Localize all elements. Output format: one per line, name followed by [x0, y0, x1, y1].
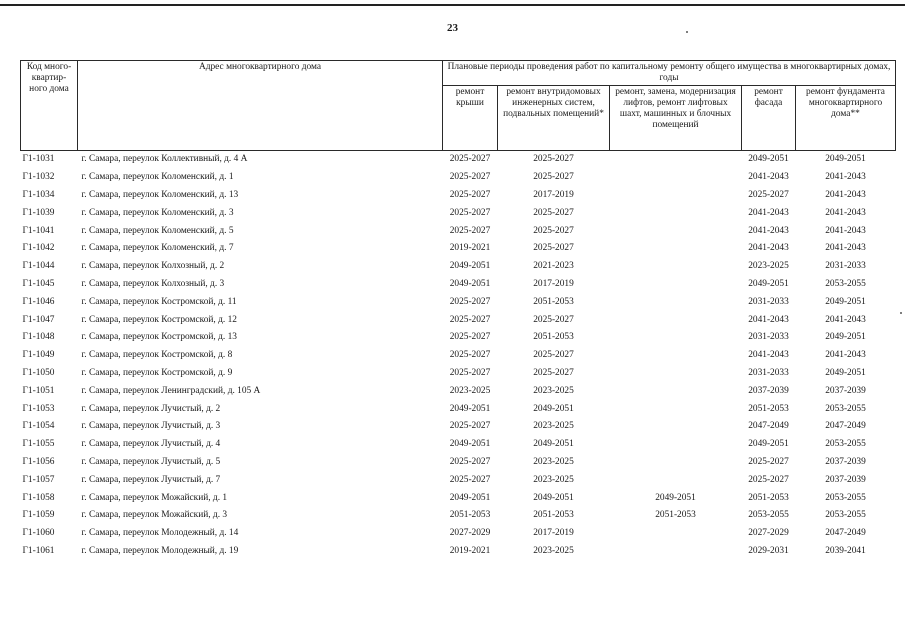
cell-foundation: 2053-2055: [825, 510, 866, 521]
cell-lifts: [610, 382, 742, 400]
table-row: [21, 418, 896, 436]
table-row: [21, 543, 896, 561]
cell-code: Г1-1039: [22, 207, 55, 218]
cell-code: Г1-1041: [22, 225, 55, 236]
cell-code: Г1-1048: [22, 332, 55, 343]
cell-code: Г1-1060: [22, 528, 55, 539]
cell-code: Г1-1057: [22, 474, 55, 485]
table-row: [21, 365, 896, 383]
cell-foundation: 2053-2055: [825, 492, 866, 503]
cell-facade: 2049-2051: [748, 278, 789, 289]
cell-foundation: 2047-2049: [825, 528, 866, 539]
cell-roof: 2019-2021: [449, 243, 491, 254]
cell-foundation: 2041-2043: [825, 189, 866, 200]
cell-code: Г1-1061: [22, 545, 55, 556]
table-row: [21, 258, 896, 276]
cell-foundation: 2041-2043: [825, 172, 866, 183]
cell-address: г. Самара, переулок Коломенский, д. 13: [81, 189, 239, 200]
table-row: [21, 525, 896, 543]
cell-address: г. Самара, переулок Коломенский, д. 3: [81, 207, 234, 218]
cell-engineering: 2051-2053: [533, 296, 574, 307]
table-row: [21, 489, 896, 507]
header-code: Код много-квартир-ного дома: [21, 61, 78, 151]
cell-lifts: [610, 169, 742, 187]
cell-address: г. Самара, переулок Лучистый, д. 7: [81, 474, 221, 485]
cell-engineering: 2023-2025: [533, 456, 574, 467]
cell-foundation: 2031-2033: [825, 261, 866, 272]
cell-facade: 2029-2031: [748, 545, 789, 556]
table-row: [21, 187, 896, 205]
cell-lifts: [610, 240, 742, 258]
cell-facade: 2041-2043: [748, 314, 789, 325]
header-roof: ремонт крыши: [443, 86, 498, 151]
cell-facade: 2025-2027: [748, 474, 789, 485]
cell-address: г. Самара, переулок Молодежный, д. 14: [81, 528, 239, 539]
cell-roof: 2025-2027: [449, 189, 491, 200]
cell-foundation: 2041-2043: [825, 207, 866, 218]
cell-address: г. Самара, переулок Молодежный, д. 19: [81, 545, 239, 556]
cell-facade: 2037-2039: [748, 385, 789, 396]
cell-roof: 2025-2027: [449, 314, 491, 325]
header-engineering: ремонт внутридомовых инженерных систем, подвальных помещений*: [498, 86, 610, 151]
cell-engineering: 2051-2053: [533, 510, 574, 521]
cell-foundation: 2049-2051: [825, 332, 866, 343]
cell-lifts: [610, 276, 742, 294]
cell-address: г. Самара, переулок Коломенский, д. 7: [81, 243, 234, 254]
table-row: [21, 382, 896, 400]
cell-roof: 2025-2027: [449, 421, 491, 432]
cell-address: г. Самара, переулок Костромской, д. 13: [81, 332, 237, 343]
cell-code: Г1-1032: [22, 172, 55, 183]
cell-address: г. Самара, переулок Ленинградский, д. 105 А: [81, 385, 261, 396]
table-row: [21, 400, 896, 418]
cell-roof: 2025-2027: [449, 154, 491, 165]
cell-roof: 2027-2029: [449, 528, 491, 539]
cell-address: г. Самара, переулок Лучистый, д. 3: [81, 421, 221, 432]
cell-code: Г1-1051: [22, 385, 55, 396]
cell-engineering: 2023-2025: [533, 545, 574, 556]
header-lifts: ремонт, замена, модернизация лифтов, ремонт лифтовых шахт, машинных и блочных помещений: [610, 86, 742, 151]
cell-engineering: 2025-2027: [533, 243, 574, 254]
cell-roof: 2025-2027: [449, 474, 491, 485]
cell-roof: 2025-2027: [449, 332, 491, 343]
cell-facade: 2031-2033: [748, 296, 789, 307]
table-row: [21, 329, 896, 347]
cell-code: Г1-1059: [22, 510, 55, 521]
cell-roof: 2025-2027: [449, 225, 491, 236]
cell-roof: 2049-2051: [449, 278, 491, 289]
cell-code: Г1-1044: [22, 261, 55, 272]
cell-code: Г1-1050: [22, 367, 55, 378]
cell-facade: 2041-2043: [748, 207, 789, 218]
cell-facade: 2041-2043: [748, 172, 789, 183]
cell-roof: 2049-2051: [449, 403, 491, 414]
cell-foundation: 2049-2051: [825, 296, 866, 307]
cell-engineering: 2025-2027: [533, 225, 574, 236]
cell-facade: 2041-2043: [748, 350, 789, 361]
cell-facade: 2031-2033: [748, 332, 789, 343]
top-border-rule: [0, 4, 905, 6]
cell-roof: 2049-2051: [449, 261, 491, 272]
cell-engineering: 2017-2019: [533, 528, 574, 539]
cell-facade: 2025-2027: [748, 189, 789, 200]
cell-code: Г1-1049: [22, 350, 55, 361]
cell-lifts: [610, 543, 742, 561]
cell-lifts: [610, 400, 742, 418]
table-row: [21, 436, 896, 454]
cell-lifts: [610, 311, 742, 329]
table-row: [21, 204, 896, 222]
cell-code: Г1-1034: [22, 189, 55, 200]
cell-foundation: 2053-2055: [825, 403, 866, 414]
cell-roof: 2025-2027: [449, 367, 491, 378]
cell-address: г. Самара, переулок Можайский, д. 1: [81, 492, 228, 503]
cell-engineering: 2017-2019: [533, 189, 574, 200]
cell-lifts: [610, 204, 742, 222]
cell-foundation: 2053-2055: [825, 278, 866, 289]
cell-code: Г1-1054: [22, 421, 55, 432]
cell-foundation: 2041-2043: [825, 243, 866, 254]
cell-engineering: 2025-2027: [533, 314, 574, 325]
table-row: [21, 347, 896, 365]
cell-lifts: [610, 329, 742, 347]
cell-lifts: [610, 187, 742, 205]
cell-code: Г1-1058: [22, 492, 55, 503]
cell-address: г. Самара, переулок Лучистый, д. 5: [81, 456, 221, 467]
cell-roof: 2025-2027: [449, 207, 491, 218]
cell-code: Г1-1047: [22, 314, 55, 325]
table-row: [21, 471, 896, 489]
cell-code: Г1-1031: [22, 154, 55, 165]
table-row: [21, 507, 896, 525]
cell-lifts: [610, 258, 742, 276]
cell-lifts: [610, 151, 742, 169]
cell-facade: 2025-2027: [748, 456, 789, 467]
table-row: [21, 169, 896, 187]
page-number: 23: [447, 22, 458, 34]
cell-engineering: 2023-2025: [533, 385, 574, 396]
cell-address: г. Самара, переулок Костромской, д. 11: [81, 296, 237, 307]
cell-facade: 2051-2053: [748, 403, 789, 414]
header-facade: ремонт фасада: [742, 86, 796, 151]
capital-repair-table: [20, 60, 896, 560]
cell-lifts: [610, 222, 742, 240]
cell-code: Г1-1053: [22, 403, 55, 414]
cell-address: г. Самара, переулок Коломенский, д. 5: [81, 225, 234, 236]
cell-foundation: 2039-2041: [825, 545, 866, 556]
cell-address: г. Самара, переулок Лучистый, д. 2: [81, 403, 221, 414]
table-row: [21, 311, 896, 329]
cell-lifts: [610, 525, 742, 543]
cell-foundation: 2041-2043: [825, 225, 866, 236]
cell-facade: 2041-2043: [748, 243, 789, 254]
cell-facade: 2053-2055: [748, 510, 789, 521]
cell-lifts: [610, 454, 742, 472]
header-address: Адрес многоквартирного дома: [78, 61, 443, 151]
table-row: [21, 293, 896, 311]
cell-facade: 2051-2053: [748, 492, 789, 503]
cell-foundation: 2037-2039: [825, 456, 866, 467]
cell-address: г. Самара, переулок Костромской, д. 12: [81, 314, 237, 325]
cell-facade: 2023-2025: [748, 261, 789, 272]
cell-roof: 2049-2051: [449, 492, 491, 503]
cell-facade: 2047-2049: [748, 421, 789, 432]
cell-engineering: 2017-2019: [533, 278, 574, 289]
cell-lifts: 2049-2051: [655, 492, 696, 503]
table-body: [21, 151, 896, 561]
cell-address: г. Самара, переулок Коломенский, д. 1: [81, 172, 234, 183]
cell-foundation: 2053-2055: [825, 439, 866, 450]
header-periods: Плановые периоды проведения работ по капитальному ремонту общего имущества в многоквартирных домах, годы: [443, 61, 896, 86]
cell-facade: 2027-2029: [748, 528, 789, 539]
cell-facade: 2049-2051: [748, 439, 789, 450]
cell-engineering: 2025-2027: [533, 207, 574, 218]
table-row: [21, 276, 896, 294]
cell-roof: 2025-2027: [449, 296, 491, 307]
cell-engineering: 2049-2051: [533, 492, 574, 503]
cell-code: Г1-1042: [22, 243, 55, 254]
cell-address: г. Самара, переулок Можайский, д. 3: [81, 510, 228, 521]
cell-roof: 2025-2027: [449, 172, 491, 183]
cell-engineering: 2025-2027: [533, 350, 574, 361]
cell-roof: 2025-2027: [449, 456, 491, 467]
cell-lifts: [610, 347, 742, 365]
cell-lifts: [610, 471, 742, 489]
cell-address: г. Самара, переулок Коллективный, д. 4 А: [81, 154, 248, 165]
table-row: [21, 240, 896, 258]
cell-foundation: 2041-2043: [825, 314, 866, 325]
scan-speck: [686, 31, 688, 33]
cell-lifts: [610, 293, 742, 311]
cell-address: г. Самара, переулок Костромской, д. 9: [81, 367, 233, 378]
scan-speck: [900, 312, 902, 314]
cell-roof: 2049-2051: [449, 439, 491, 450]
cell-roof: 2051-2053: [449, 510, 491, 521]
cell-engineering: 2049-2051: [533, 403, 574, 414]
cell-engineering: 2023-2025: [533, 421, 574, 432]
cell-foundation: 2047-2049: [825, 421, 866, 432]
cell-lifts: 2051-2053: [655, 510, 696, 521]
cell-address: г. Самара, переулок Костромской, д. 8: [81, 350, 233, 361]
cell-address: г. Самара, переулок Лучистый, д. 4: [81, 439, 221, 450]
cell-address: г. Самара, переулок Колхозный, д. 3: [81, 278, 225, 289]
cell-foundation: 2049-2051: [825, 154, 866, 165]
cell-lifts: [610, 418, 742, 436]
cell-code: Г1-1056: [22, 456, 55, 467]
cell-facade: 2049-2051: [748, 154, 789, 165]
cell-engineering: 2025-2027: [533, 367, 574, 378]
cell-code: Г1-1055: [22, 439, 55, 450]
cell-roof: 2019-2021: [449, 545, 491, 556]
cell-engineering: 2023-2025: [533, 474, 574, 485]
cell-lifts: [610, 365, 742, 383]
cell-roof: 2023-2025: [449, 385, 491, 396]
cell-engineering: 2049-2051: [533, 439, 574, 450]
header-foundation: ремонт фундамента многоквартирного дома**: [796, 86, 896, 151]
table-row: [21, 454, 896, 472]
cell-code: Г1-1045: [22, 278, 55, 289]
cell-foundation: 2041-2043: [825, 350, 866, 361]
cell-roof: 2025-2027: [449, 350, 491, 361]
cell-facade: 2041-2043: [748, 225, 789, 236]
cell-foundation: 2037-2039: [825, 474, 866, 485]
cell-address: г. Самара, переулок Колхозный, д. 2: [81, 261, 225, 272]
cell-code: Г1-1046: [22, 296, 55, 307]
cell-engineering: 2051-2053: [533, 332, 574, 343]
table-row: [21, 222, 896, 240]
cell-foundation: 2037-2039: [825, 385, 866, 396]
cell-foundation: 2049-2051: [825, 367, 866, 378]
cell-engineering: 2025-2027: [533, 172, 574, 183]
header-row-top: [21, 61, 896, 86]
cell-lifts: [610, 436, 742, 454]
cell-engineering: 2025-2027: [533, 154, 574, 165]
table-row: [21, 151, 896, 169]
cell-facade: 2031-2033: [748, 367, 789, 378]
cell-engineering: 2021-2023: [533, 261, 574, 272]
